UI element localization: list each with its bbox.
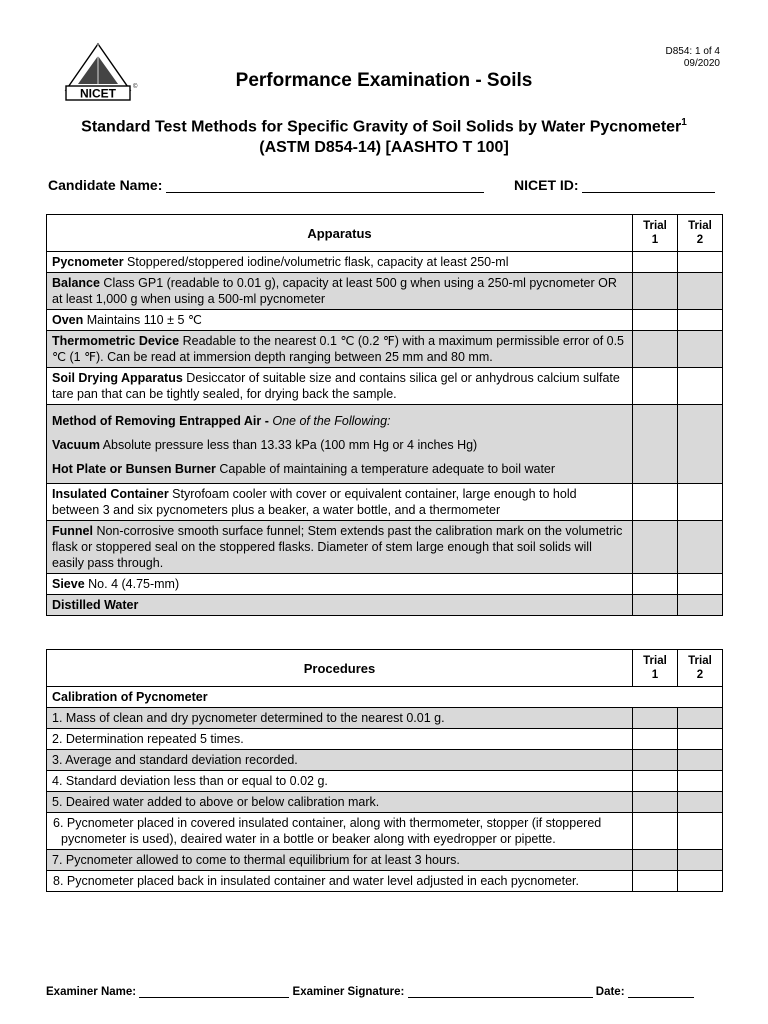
procedure-step: 3. Average and standard deviation recorded. bbox=[47, 750, 633, 771]
trial2-checkbox[interactable] bbox=[678, 850, 723, 871]
examiner-signature-label: Examiner Signature: bbox=[292, 986, 405, 998]
trial1-checkbox[interactable] bbox=[633, 871, 678, 892]
subtitle-line2: (ASTM D854-14) [AASHTO T 100] bbox=[259, 139, 509, 157]
apparatus-table bbox=[46, 214, 723, 616]
procedures-table bbox=[46, 649, 723, 892]
trial1-checkbox[interactable] bbox=[633, 792, 678, 813]
apparatus-item: Pycnometer Stoppered/stoppered iodine/volumetric flask, capacity at least 250-ml bbox=[47, 252, 633, 273]
table-row bbox=[47, 750, 723, 771]
apparatus-item: Method of Removing Entrapped Air - One of the Following: Vacuum Absolute pressure less than 13.33 kPa (100 mm Hg or 4 inches Hg) Hot Plate or Bunsen Burner Capable of maintaining a temperature adequate to boil water bbox=[47, 405, 633, 484]
examiner-footer bbox=[46, 986, 694, 998]
table-row bbox=[47, 368, 723, 405]
date-line[interactable] bbox=[628, 986, 694, 998]
trial1-checkbox[interactable] bbox=[633, 368, 678, 405]
table-row bbox=[47, 595, 723, 616]
table-row bbox=[47, 273, 723, 310]
trial1-checkbox[interactable] bbox=[633, 813, 678, 850]
trial2-checkbox[interactable] bbox=[678, 331, 723, 368]
trial2-checkbox[interactable] bbox=[678, 750, 723, 771]
nicet-id-line[interactable] bbox=[582, 178, 715, 193]
logo-mark: © bbox=[133, 84, 138, 90]
trial2-checkbox[interactable] bbox=[678, 729, 723, 750]
apparatus-heading: Apparatus bbox=[47, 215, 633, 252]
trial2-checkbox[interactable] bbox=[678, 574, 723, 595]
nicet-id-field[interactable] bbox=[514, 177, 715, 193]
table-row bbox=[47, 729, 723, 750]
page-title: Performance Examination - Soils bbox=[235, 70, 533, 91]
apparatus-item: Funnel Non-corrosive smooth surface funnel; Stem extends past the calibration mark on the volumetric flask or stoppered seal on the stoppered flasks. Diameter of stem large enough that soil solids will easily pass through. bbox=[47, 521, 633, 574]
apparatus-item: Distilled Water bbox=[47, 595, 633, 616]
table-row bbox=[47, 331, 723, 368]
trial1-checkbox[interactable] bbox=[633, 771, 678, 792]
table-row bbox=[47, 574, 723, 595]
procedures-trial2-heading: Trial 2 bbox=[678, 650, 723, 687]
table-row bbox=[47, 871, 723, 892]
candidate-name-field[interactable] bbox=[48, 177, 484, 193]
doc-id-text: D854: 1 of 4 bbox=[665, 46, 720, 57]
trial1-checkbox[interactable] bbox=[633, 750, 678, 771]
page-subtitle bbox=[20, 112, 748, 158]
trial2-checkbox[interactable] bbox=[678, 521, 723, 574]
trial2-checkbox[interactable] bbox=[678, 708, 723, 729]
trial1-checkbox[interactable] bbox=[633, 595, 678, 616]
procedure-step: 4. Standard deviation less than or equal to 0.02 g. bbox=[47, 771, 633, 792]
doc-date-text: 09/2020 bbox=[683, 58, 720, 69]
trial1-checkbox[interactable] bbox=[633, 521, 678, 574]
trial1-checkbox[interactable] bbox=[633, 708, 678, 729]
trial1-checkbox[interactable] bbox=[633, 405, 678, 484]
procedure-step: 6. Pycnometer placed in covered insulated container, along with thermometer, stopper (if stoppered pycnometer is used), deaired water in a bottle or beaker along with eyedropper or pipette. bbox=[47, 813, 633, 850]
procedure-step: 5. Deaired water added to above or below calibration mark. bbox=[47, 792, 633, 813]
procedures-heading: Procedures bbox=[47, 650, 633, 687]
apparatus-item: Thermometric Device Readable to the nearest 0.1 ℃ (0.2 ℉) with a maximum permissible error of 0.5 ℃ (1 ℉). Can be read at immersion depth ranging between 25 mm and 80 mm. bbox=[47, 331, 633, 368]
footnote-marker: 1 bbox=[681, 117, 687, 128]
apparatus-trial2-heading: Trial 2 bbox=[678, 215, 723, 252]
trial2-checkbox[interactable] bbox=[678, 310, 723, 331]
trial1-checkbox[interactable] bbox=[633, 273, 678, 310]
table-row bbox=[47, 771, 723, 792]
logo-text: NICET bbox=[80, 86, 116, 101]
procedure-step: 7. Pycnometer allowed to come to thermal equilibrium for at least 3 hours. bbox=[47, 850, 633, 871]
calibration-section-heading: Calibration of Pycnometer bbox=[47, 687, 723, 708]
section-row bbox=[47, 687, 723, 708]
subtitle-line1: Standard Test Methods for Specific Gravity of Soil Solids by Water Pycnometer bbox=[81, 118, 682, 136]
trial1-checkbox[interactable] bbox=[633, 574, 678, 595]
table-row bbox=[47, 708, 723, 729]
trial1-checkbox[interactable] bbox=[633, 729, 678, 750]
procedures-header-row bbox=[47, 650, 723, 687]
trial2-checkbox[interactable] bbox=[678, 771, 723, 792]
date-label: Date: bbox=[595, 986, 625, 998]
procedures-trial1-heading: Trial 1 bbox=[633, 650, 678, 687]
document-id bbox=[666, 46, 720, 70]
examiner-name-line[interactable] bbox=[139, 986, 289, 998]
trial2-checkbox[interactable] bbox=[678, 405, 723, 484]
apparatus-item: Sieve No. 4 (4.75-mm) bbox=[47, 574, 633, 595]
apparatus-item: Oven Maintains 110 ± 5 ℃ bbox=[47, 310, 633, 331]
trial2-checkbox[interactable] bbox=[678, 252, 723, 273]
trial2-checkbox[interactable] bbox=[678, 871, 723, 892]
apparatus-header-row bbox=[47, 215, 723, 252]
table-row bbox=[47, 813, 723, 850]
table-row bbox=[47, 521, 723, 574]
trial2-checkbox[interactable] bbox=[678, 792, 723, 813]
trial2-checkbox[interactable] bbox=[678, 273, 723, 310]
nicet-id-label: NICET ID: bbox=[514, 177, 579, 193]
trial1-checkbox[interactable] bbox=[633, 310, 678, 331]
table-row bbox=[47, 792, 723, 813]
trial1-checkbox[interactable] bbox=[633, 331, 678, 368]
trial2-checkbox[interactable] bbox=[678, 484, 723, 521]
procedure-step: 1. Mass of clean and dry pycnometer determined to the nearest 0.01 g. bbox=[47, 708, 633, 729]
trial1-checkbox[interactable] bbox=[633, 850, 678, 871]
table-row bbox=[47, 252, 723, 273]
procedure-step: 8. Pycnometer placed back in insulated container and water level adjusted in each pycnometer. bbox=[47, 871, 633, 892]
table-row bbox=[47, 310, 723, 331]
candidate-name-line[interactable] bbox=[166, 178, 484, 193]
trial1-checkbox[interactable] bbox=[633, 252, 678, 273]
trial1-checkbox[interactable] bbox=[633, 484, 678, 521]
apparatus-item: Soil Drying Apparatus Desiccator of suitable size and contains silica gel or anhydrous calcium sulfate tare pan that can be tightly sealed, for drying back the sample. bbox=[47, 368, 633, 405]
apparatus-trial1-heading: Trial 1 bbox=[633, 215, 678, 252]
trial2-checkbox[interactable] bbox=[678, 595, 723, 616]
examiner-signature-line[interactable] bbox=[408, 986, 593, 998]
procedure-step: 2. Determination repeated 5 times. bbox=[47, 729, 633, 750]
candidate-name-label: Candidate Name: bbox=[48, 177, 163, 193]
table-row bbox=[47, 484, 723, 521]
apparatus-item: Balance Class GP1 (readable to 0.01 g), capacity at least 500 g when using a 250-ml pycnometer OR at least 1,000 g when using a 500-ml pycnometer bbox=[47, 273, 633, 310]
table-row bbox=[47, 850, 723, 871]
examiner-name-label: Examiner Name: bbox=[46, 986, 137, 998]
trial2-checkbox[interactable] bbox=[678, 813, 723, 850]
apparatus-item: Insulated Container Styrofoam cooler with cover or equivalent container, large enough to hold between 3 and six pycnometers plus a beaker, a water bottle, and a thermometer bbox=[47, 484, 633, 521]
trial2-checkbox[interactable] bbox=[678, 368, 723, 405]
table-row bbox=[47, 405, 723, 484]
